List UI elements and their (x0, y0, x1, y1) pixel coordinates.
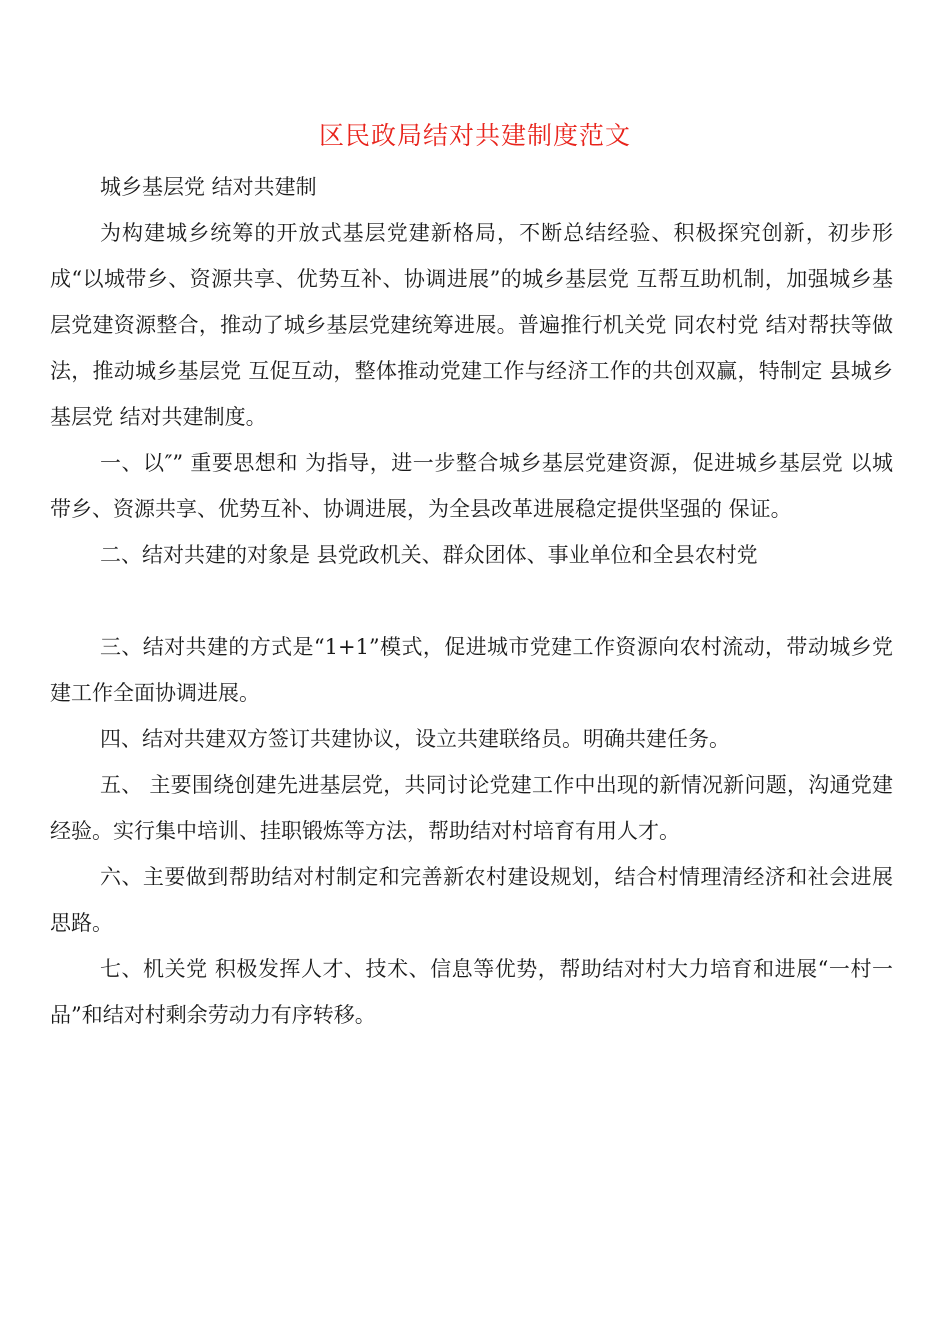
paragraph-item-3: 三、结对共建的方式是“1+1”模式，促进城市党建工作资源向农村流动，带动城乡党建工作全面协调进展。 (50, 635, 893, 705)
document-body (50, 164, 893, 1038)
paragraph-item-2: 二、结对共建的对象是 县党政机关、群众团体、事业单位和全县农村党 (100, 543, 758, 567)
paragraph-item-7: 七、机关党 积极发挥人才、技术、信息等优势，帮助结对村大力培育和进展“一村一品”和结对村剩余劳动力有序转移。 (50, 957, 893, 1027)
section-heading: 城乡基层党 结对共建制 (100, 175, 317, 199)
paragraph-item-6: 六、主要做到帮助结对村制定和完善新农村建设规划，结合村情理清经济和社会进展思路。 (50, 865, 893, 935)
paragraph-item-4: 四、结对共建双方签订共建协议，设立共建联络员。明确共建任务。 (100, 727, 730, 751)
blank-line (50, 578, 893, 624)
document-title: 区民政局结对共建制度范文 (318, 121, 631, 150)
paragraph-item-1: 一、以″” 重要思想和 为指导，进一步整合城乡基层党建资源，促进城乡基层党 以城带乡、资源共享、优势互补、协调进展，为全县改革进展稳定提供坚强的 保证。 (50, 451, 893, 521)
paragraph-item-5: 五、 主要围绕创建先进基层党，共同讨论党建工作中出现的新情况新问题，沟通党建经验。实行集中培训、挂职锻炼等方法，帮助结对村培育有用人才。 (50, 773, 893, 843)
paragraph-intro: 为构建城乡统筹的开放式基层党建新格局，不断总结经验、积极探究创新，初步形成“以城带乡、资源共享、优势互补、协调进展”的城乡基层党 互帮互助机制，加强城乡基层党建资源整合，推动了城乡基层党建统筹进展。普遍推行机关党 同农村党 结对帮扶等做法，推动城乡基层党 互促互动，整体推动党建工作与经济工作的共创双赢，特制定 县城乡基层党 结对共建制度。 (50, 221, 893, 429)
